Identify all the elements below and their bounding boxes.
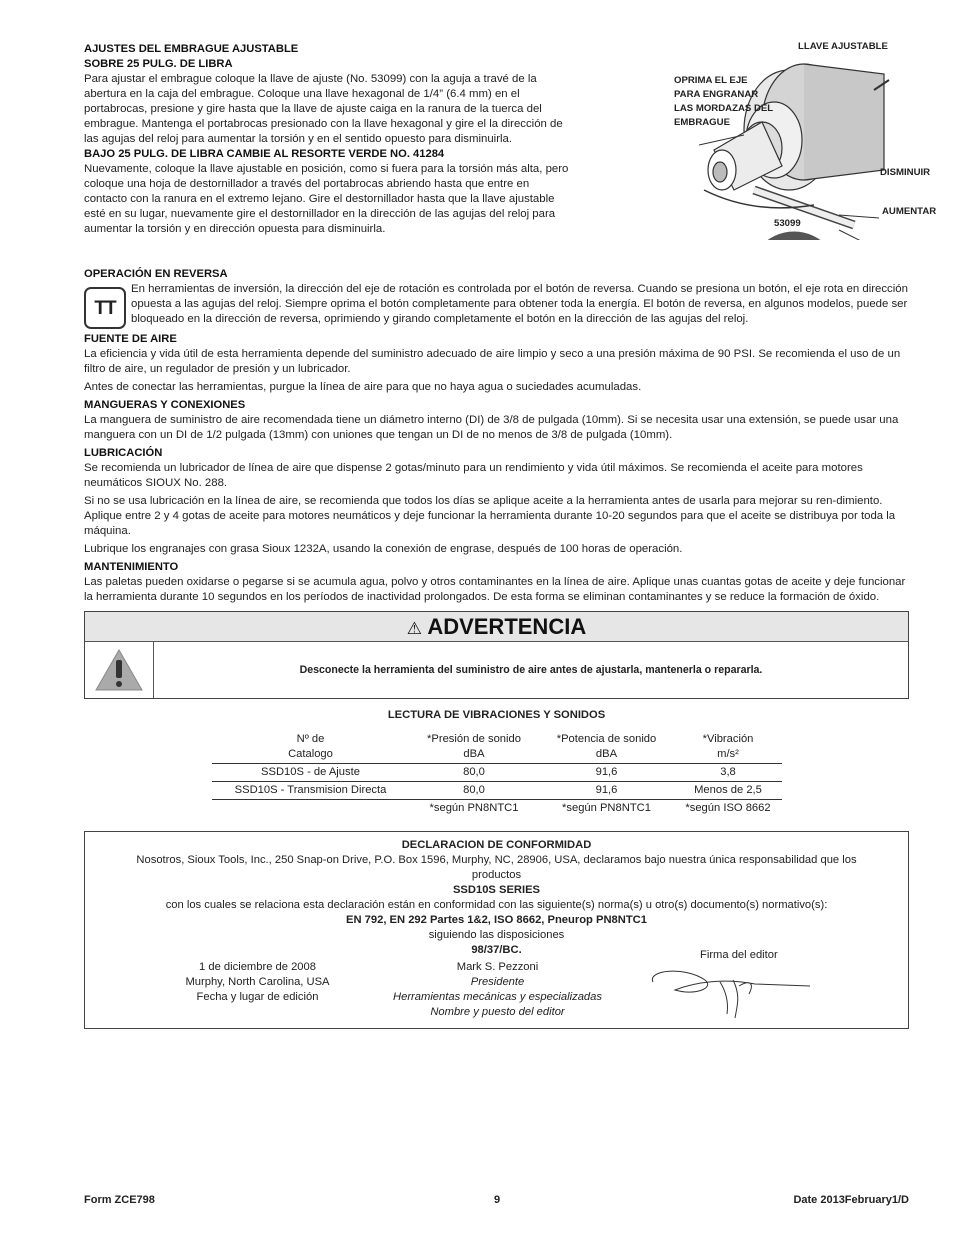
warning-text: Desconecte la herramienta del suministro de aire antes de ajustarla, mantenerla o repararla. <box>299 663 763 676</box>
cell-model: SSD10S - Transmision Directa <box>212 782 409 800</box>
header-catalog: Nº de Catalogo <box>212 731 409 764</box>
air-heading: FUENTE DE AIRE <box>84 333 177 345</box>
reverse-icon: TT <box>84 287 126 329</box>
lube-heading: LUBRICACIÓN <box>84 447 163 459</box>
declaration-line-2: productos <box>471 869 522 881</box>
air-para-1: La eficiencia y vida útil de esta herramienta depende del suministro adecuado de aire limpio y seco a una presión máxima de 90 PSI. Se recomienda el uso de un filtro de aire, un regulador de presión y un lubricador. <box>84 348 901 375</box>
maint-para: Las paletas pueden oxidarse o pegarse si se acumula agua, polvo y otros contaminantes en la línea de aire. Aplique unas cuantas gotas de aceite y deje funcionar la herramienta durante 10 segundos en los períodos de inactividad prolongados. De esta forma se eliminan contaminantes y se reduce la formación de óxido. <box>84 576 906 603</box>
clutch-heading: AJUSTES DEL EMBRAGUE AJUSTABLE <box>84 43 299 55</box>
declaration-directive: 98/37/BC. <box>471 944 522 956</box>
cell-model: SSD10S - de Ajuste <box>212 764 409 782</box>
declaration-title: DECLARACION DE CONFORMIDAD <box>401 839 592 851</box>
footer-date: Date 2013February1/D <box>793 1194 909 1206</box>
warning-triangle-icon: ⚠ <box>406 619 423 638</box>
vibration-header-row <box>212 731 782 764</box>
label-press-shaft-3: LAS MORDAZAS DEL <box>674 103 774 114</box>
label-press-shaft-4: EMBRAGUE <box>674 117 730 128</box>
reverse-text: En herramientas de inversión, la dirección del eje de rotación es controlada por el botón de reversa. Cuando se presiona un botón, el eje rota en dirección opuesta a las agujas del reloj. Siempre oprima el botón completamente para obtener toda la energía. El botón de reversa, en algunos modelos, puede ser bloqueado en la dirección de reversa, oprimiendo y girando completamente el botón en la dirección de las agujas del reloj. <box>131 283 908 325</box>
label-adjustable-wrench: LLAVE AJUSTABLE <box>798 41 888 52</box>
vibration-title: LECTURA DE VIBRACIONES Y SONIDOS <box>387 709 606 721</box>
warning-body <box>85 642 908 698</box>
declaration-place: Murphy, North Carolina, USA <box>185 976 330 988</box>
signature-block <box>645 946 825 1016</box>
lube-para-3: Lubrique los engranajes con grasa Sioux 1232A, usando la conexión de engrase, después de 100 horas de operación. <box>84 543 683 555</box>
declaration-series: SSD10S SERIES <box>452 884 541 896</box>
declaration-date: 1 de diciembre de 2008 <box>199 961 316 973</box>
clutch-illustration <box>584 40 914 240</box>
hoses-para: La manguera de suministro de aire recomendada tiene un diámetro interno (DI) de 3/8 de pulgada (10mm). Si se necesita usar una extensión, se puede usar una manguera con un DI de 1/2 pulgada (13mm) con uniones que tengan un DI de no menos de 3/8 de pulgada (10mm). <box>84 414 899 441</box>
declaration-signer-title: Presidente <box>470 976 525 988</box>
declaration-signer: Mark S. Pezzoni <box>456 961 539 973</box>
air-para-2: Antes de conectar las herramientas, purgue la línea de aire para que no haya agua o suciedades acumuladas. <box>84 381 642 393</box>
vibration-notes-row <box>212 800 782 818</box>
label-increase: AUMENTAR <box>882 206 937 217</box>
reverse-section <box>84 282 909 329</box>
declaration-signer-label: Nombre y puesto del editor <box>430 1006 565 1018</box>
clutch-para-under: Nuevamente, coloque la llave ajustable en posición, como si fuera para la torsión más alta, pero coloque una hoja de destornillador a través del portabrocas abriendo hasta que entre en contacto con la ranura en el extremo lejano. Gire el destornillador hasta que la llave ajustable esté en su lugar, nuevamente gire el destornillador en la dirección de las agujas del reloj para aumentar la torsión y en dirección opuesta para disminuirla. <box>84 163 569 235</box>
note-vibration: *según ISO 8662 <box>685 802 771 814</box>
clutch-text <box>84 42 574 237</box>
table-row <box>212 764 782 782</box>
cell-vibration: 3,8 <box>674 764 782 782</box>
clutch-subheading-over: SOBRE 25 PULG. DE LIBRA <box>84 58 233 70</box>
vibration-table <box>212 731 782 817</box>
page-content <box>84 41 937 1029</box>
declaration-line-1: Nosotros, Sioux Tools, Inc., 250 Snap-on Drive, P.O. Box 1596, Murphy, NC, 28906, USA, declaramos bajo nuestra única responsabilidad que los <box>136 854 857 866</box>
footer-page-number: 9 <box>494 1194 501 1206</box>
footer-form: Form ZCE798 <box>84 1194 155 1206</box>
cell-power: 91,6 <box>539 764 674 782</box>
header-vibration: *Vibración m/s² <box>674 731 782 764</box>
label-press-shaft-2: PARA ENGRANAR <box>674 89 759 100</box>
dial-gauge <box>764 236 824 240</box>
reverse-heading: OPERACIÓN EN REVERSA <box>84 268 228 280</box>
cell-pressure: 80,0 <box>409 782 539 800</box>
maint-heading: MANTENIMIENTO <box>84 561 179 573</box>
clutch-subheading-under: BAJO 25 PULG. DE LIBRA CAMBIE AL RESORTE VERDE NO. 41284 <box>84 148 445 160</box>
lube-para-2: Si no se usa lubricación en la línea de aire, se recomienda que todos los días se aplique aceite a la herramienta antes de usarla para mejorar su ren-dimiento. Aplique entre 2 y 4 gotas de aceite para motores neumáticos y deje funcionar la herramienta durante 10-20 segundos para que el aceite se distribuya por toda la máquina. <box>84 495 896 537</box>
clutch-section <box>84 41 937 267</box>
declaration-signer-block <box>375 960 620 1020</box>
declaration-signer-org: Herramientas mecánicas y especializadas <box>393 991 602 1003</box>
clutch-figure <box>584 40 937 240</box>
warning-title: ADVERTENCIA <box>427 614 587 639</box>
cell-pressure: 80,0 <box>409 764 539 782</box>
signature-image <box>645 960 825 1030</box>
header-sound-power: *Potencia de sonido dBA <box>539 731 674 764</box>
lube-para-1: Se recomienda un lubricador de línea de aire que dispense 2 gotas/minuto para un rendimiento y vida útil máximos. Se recomienda el aceite para motores neumáticos SIOUX No. 288. <box>84 462 863 489</box>
warning-header <box>85 612 908 642</box>
label-press-shaft-1: OPRIMA EL EJE <box>674 75 748 86</box>
hoses-heading: MANGUERAS Y CONEXIONES <box>84 399 246 411</box>
signature-label: Firma del editor <box>700 949 778 961</box>
declaration-line-3: con los cuales se relaciona esta declaración están en conformidad con las siguiente(s) norma(s) u otro(s) documento(s) normativo(s): <box>165 899 828 911</box>
cell-power: 91,6 <box>539 782 674 800</box>
declaration-line-4: siguiendo las disposiciones <box>428 929 565 941</box>
label-part-number: 53099 <box>774 218 801 229</box>
declaration-date-label: Fecha y lugar de edición <box>196 991 319 1003</box>
note-pressure: *según PN8NTC1 <box>429 802 519 814</box>
exclamation-icon <box>85 642 154 698</box>
declaration-box <box>84 831 909 1029</box>
note-empty <box>212 800 409 818</box>
table-row <box>212 782 782 800</box>
clutch-para-over: Para ajustar el embrague coloque la llave de ajuste (No. 53099) con la aguja a travé de la abertura en la caja del embrague. Coloque una llave hexagonal de 1/4” (6.4 mm) en el portabrocas, presione y gire hasta que la llave de ajuste caiga en la ranura de la tuerca del embrague. Mantenga el portabrocas presionado con la llave hexagonal y gire el la dirección de las agujas del reloj para aumentar la torsión y en el sentido opuesto para disminuirla. <box>84 73 563 145</box>
cell-vibration: Menos de 2,5 <box>674 782 782 800</box>
declaration-standards: EN 792, EN 292 Partes 1&2, ISO 8662, Pneurop PN8NTC1 <box>346 914 647 926</box>
header-sound-pressure: *Presión de sonido dBA <box>409 731 539 764</box>
note-power: *según PN8NTC1 <box>562 802 651 814</box>
declaration-date-block <box>165 960 350 1005</box>
warning-box <box>84 611 909 699</box>
label-decrease: DISMINUIR <box>880 167 931 178</box>
